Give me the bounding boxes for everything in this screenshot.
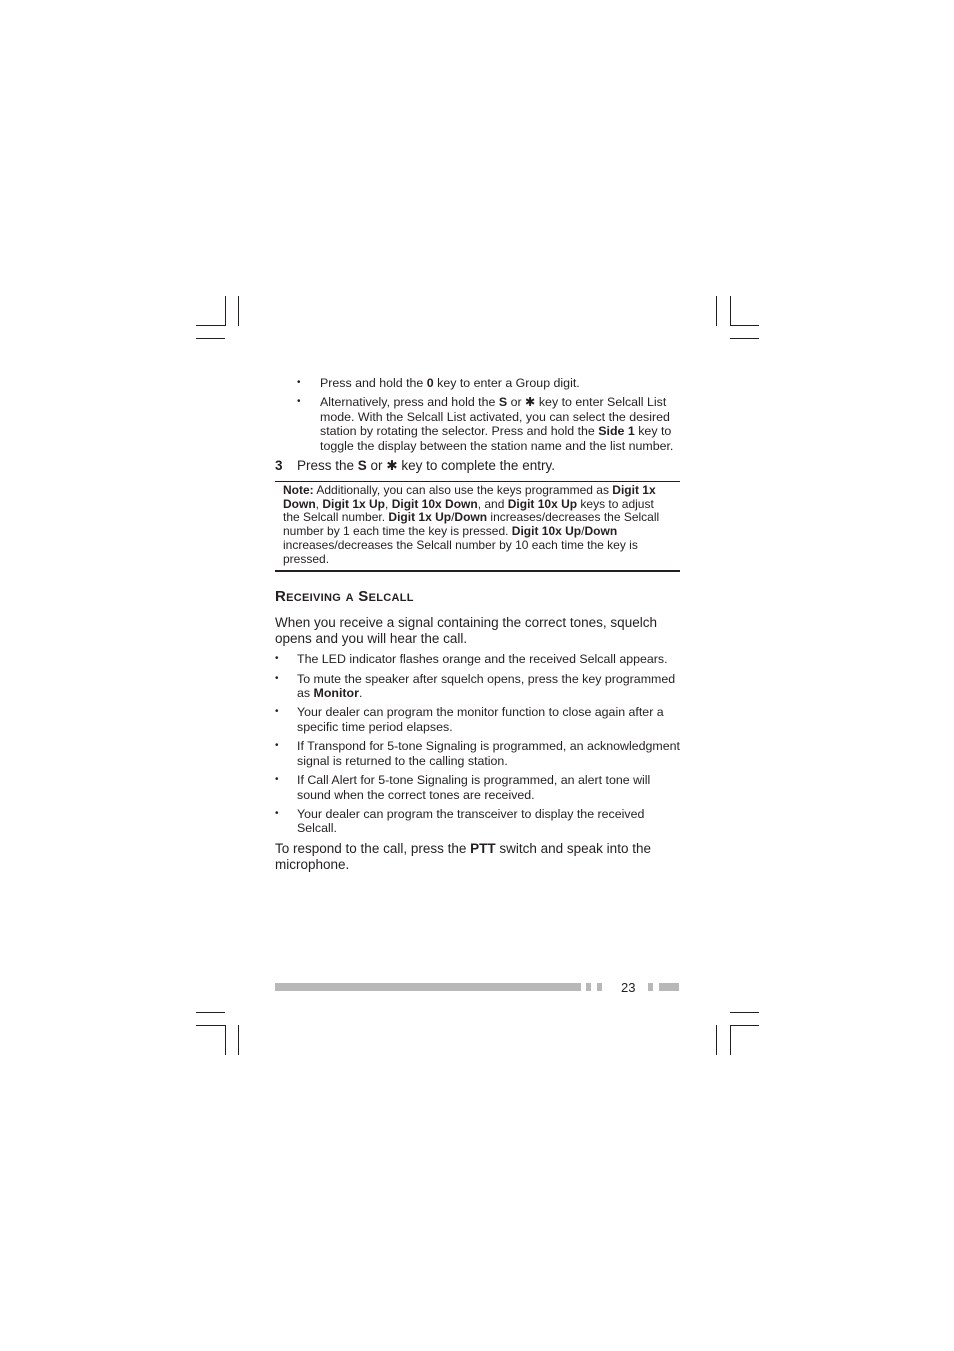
bold-term: 0	[426, 376, 434, 390]
bold-term: Digit 1x Up	[388, 510, 452, 525]
crop-mark	[730, 296, 731, 326]
sub-bullet-list	[297, 376, 680, 453]
step-number: 3	[275, 458, 283, 474]
bold-term: Down	[584, 524, 618, 539]
crop-mark	[730, 1012, 759, 1013]
bullet-list	[275, 652, 680, 835]
crop-mark	[225, 1025, 226, 1055]
text-run: Additionally, you can also use the keys programmed as	[313, 483, 613, 498]
text-run: , and	[477, 496, 508, 511]
page-content	[275, 376, 680, 878]
bold-term: PTT	[470, 840, 496, 856]
step-3	[275, 458, 680, 474]
crop-mark	[716, 1025, 717, 1055]
text-run: keys to adjust the Selcall number.	[283, 496, 654, 525]
bold-term: Monitor	[313, 686, 359, 701]
crop-mark	[196, 338, 225, 339]
crop-mark	[196, 1025, 225, 1026]
text-run: /	[581, 524, 585, 539]
text-run: Alternatively, press and hold the	[320, 395, 499, 410]
bold-term: ✱	[386, 458, 398, 474]
text-run: Press the	[297, 458, 358, 474]
bold-term: Note:	[283, 483, 314, 498]
bold-term: Digit 10x Down	[391, 496, 478, 511]
text-run: increases/decreases the Selcall number by 10 each time the key is pressed.	[283, 537, 638, 566]
bold-term: Digit 1x Up	[322, 496, 386, 511]
bullet-item	[275, 652, 680, 666]
section-heading: Receiving a Selcall	[275, 588, 414, 606]
bold-term: Side 1	[598, 424, 635, 439]
bullet-item	[275, 807, 680, 836]
text-run: Press and hold the	[320, 376, 427, 390]
text-run: .	[358, 686, 363, 701]
note-box	[275, 481, 680, 572]
text-run: The LED indicator flashes orange and the received Selcall appears.	[297, 652, 668, 667]
bullet-item	[275, 672, 680, 701]
sub-bullet-item	[297, 376, 680, 390]
text-run: or	[366, 458, 387, 474]
sub-bullet-item	[297, 395, 680, 453]
text-run: or	[507, 395, 526, 410]
text-run: key to toggle the display between the station name and the list number.	[320, 424, 674, 453]
bullet-item	[275, 739, 680, 768]
bold-term: Digit 1x Down	[283, 483, 656, 511]
crop-mark	[730, 1025, 731, 1055]
crop-mark	[730, 325, 759, 326]
crop-mark	[730, 1025, 759, 1026]
text-run: If Call Alert for 5-tone Signaling is programmed, an alert tone will sound when the correct tones are received.	[297, 773, 651, 802]
bullet-item	[275, 705, 680, 734]
closing-paragraph	[275, 841, 680, 873]
footer-bar-segment	[648, 983, 653, 991]
bold-term: Digit 10x Up	[511, 524, 582, 539]
note-text	[283, 483, 659, 566]
bold-term: S	[357, 458, 367, 474]
crop-mark	[196, 325, 225, 326]
text-run: ,	[385, 496, 392, 511]
text-run: key to enter Selcall List mode. With the Selcall List activated, you can select the desired station by rotating the selector. Press and hold the	[320, 395, 670, 439]
text-run: ,	[315, 496, 323, 511]
bold-term: Down	[454, 510, 488, 525]
footer-bar	[275, 983, 581, 991]
text-run: increases/decreases the Selcall number by 1 each time the key is pressed.	[283, 510, 660, 539]
text-run: key to enter a Group digit.	[433, 376, 580, 390]
text-run: /	[451, 510, 455, 525]
crop-mark	[196, 1012, 225, 1013]
intro-paragraph: When you receive a signal containing the correct tones, squelch opens and you will hear the call.	[275, 615, 657, 647]
bold-term: Digit 10x Up	[507, 496, 578, 511]
text-run: To respond to the call, press the	[275, 840, 471, 856]
footer-bar-segment	[586, 983, 591, 991]
crop-mark	[238, 1025, 239, 1055]
crop-mark	[225, 296, 226, 326]
text-run: To mute the speaker after squelch opens, press the key programmed as	[297, 671, 676, 701]
footer-bar-segment	[597, 983, 602, 991]
crop-mark	[716, 296, 717, 326]
bold-term: ✱	[525, 395, 536, 410]
step-text	[297, 458, 555, 473]
page-number: 23	[621, 980, 636, 995]
text-run: Your dealer can program the transceiver to display the received Selcall.	[297, 806, 645, 836]
text-run: Your dealer can program the monitor function to close again after a specific time period elapses.	[297, 705, 664, 734]
text-run: key to complete the entry.	[397, 458, 555, 474]
footer-bar-segment	[659, 983, 679, 991]
bullet-item	[275, 773, 680, 802]
crop-mark	[238, 296, 239, 326]
text-run: switch and speak into the microphone.	[275, 840, 651, 872]
text-run: If Transpond for 5-tone Signaling is programmed, an acknowledgment signal is returned to the calling station.	[297, 739, 680, 768]
bold-term: S	[498, 395, 508, 410]
crop-mark	[730, 338, 759, 339]
